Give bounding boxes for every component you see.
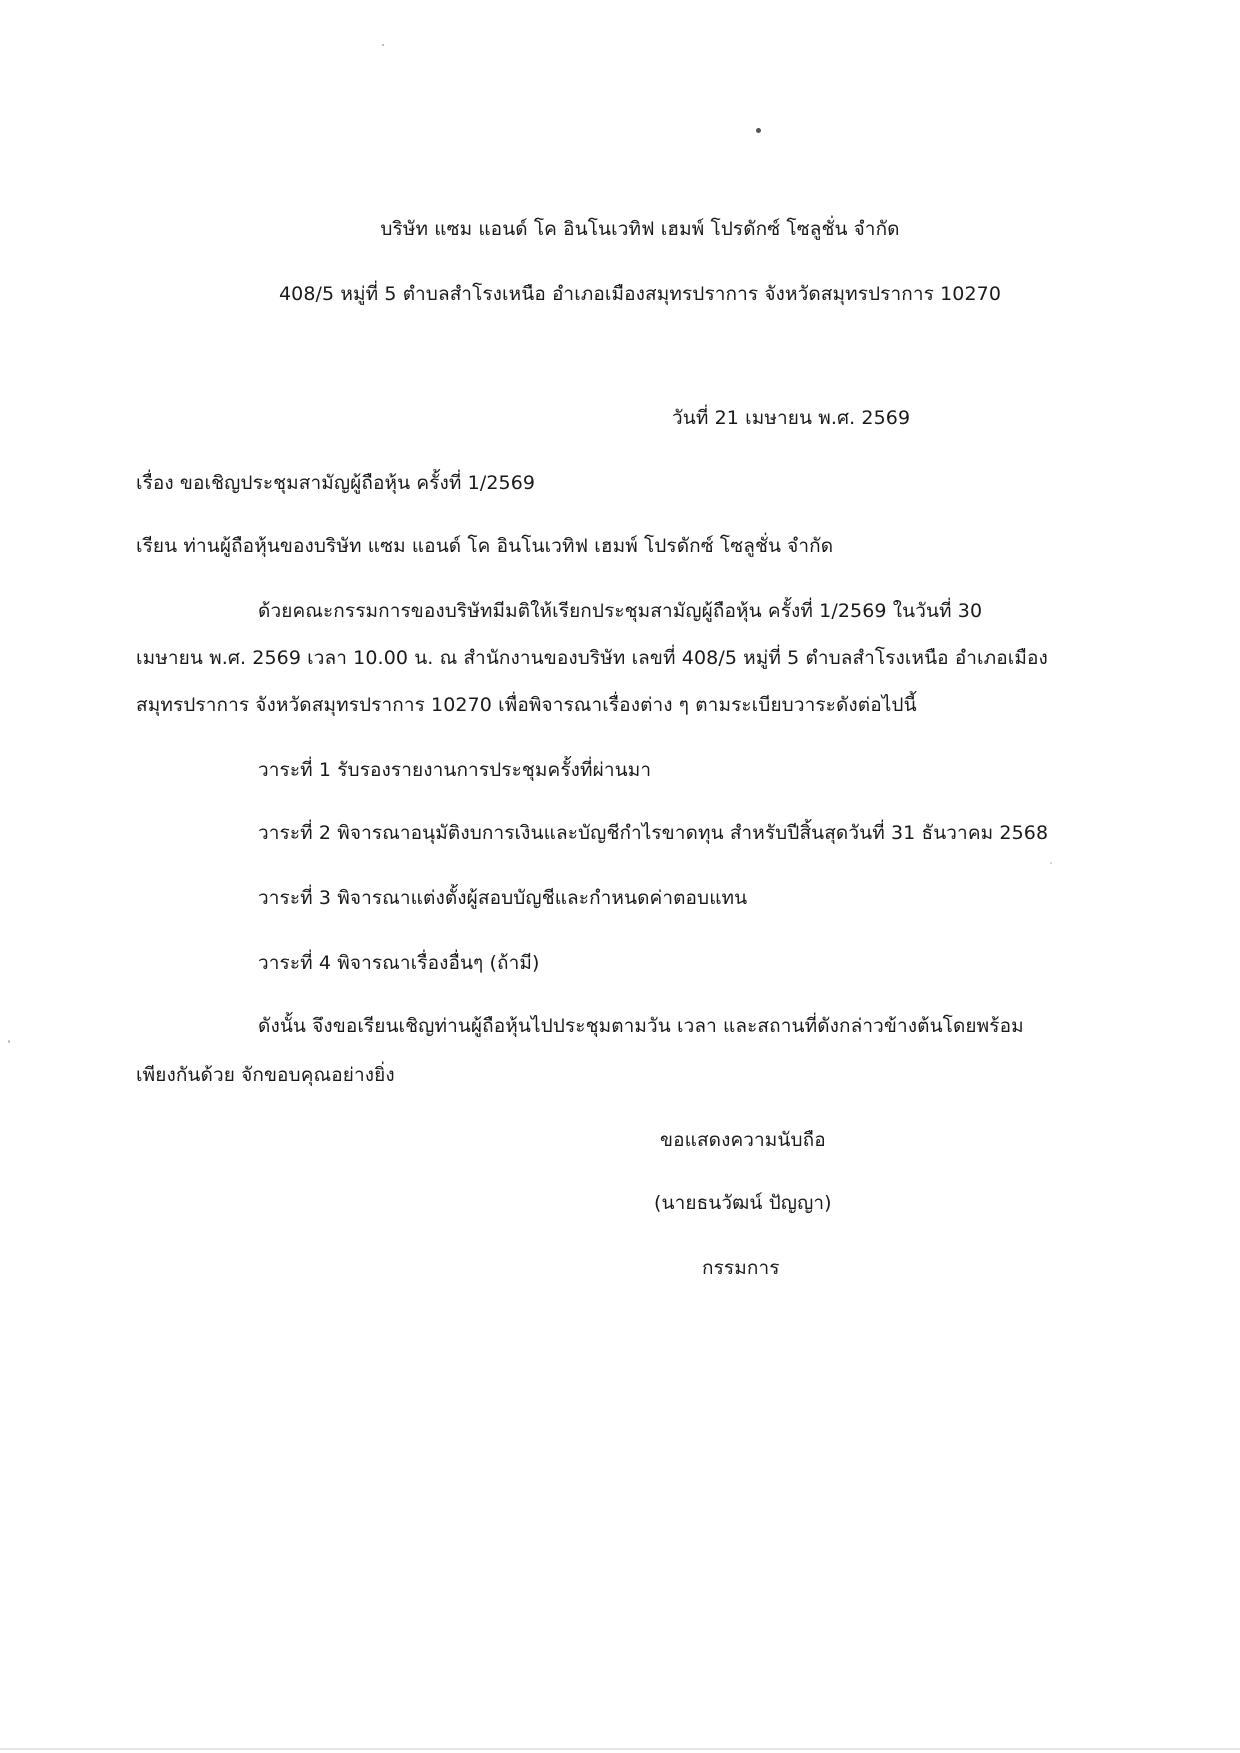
agenda-item: วาระที่ 2 พิจารณาอนุมัติงบการเงินและบัญชีกำไรขาดทุน สำหรับปีสิ้นสุดวันที่ 31 ธันวาคม 2568 [258, 822, 1049, 844]
company-address: 408/5 หมู่ที่ 5 ตำบลสำโรงเหนือ อำเภอเมืองสมุทรปราการ จังหวัดสมุทรปราการ 10270 [278, 283, 1002, 305]
letter-salutation: เรียน ท่านผู้ถือหุ้นของบริษัท แซม แอนด์ โค อินโนเวทิฟ เฮมพ์ โปรดักซ์ โซลูชั่น จำกัด [136, 535, 834, 557]
body-line: สมุทรปราการ จังหวัดสมุทรปราการ 10270 เพื่อพิจารณาเรื่องต่าง ๆ ตามระเบียบวาระดังต่อไปนี้ [136, 694, 917, 716]
signer-name: (นายธนวัฒน์ ปัญญา) [654, 1192, 832, 1214]
scan-speck [8, 1040, 10, 1043]
scan-speck [1050, 862, 1052, 864]
body-line: ด้วยคณะกรรมการของบริษัทมีมติให้เรียกประชุมสามัญผู้ถือหุ้น ครั้งที่ 1/2569 ในวันที่ 30 [258, 600, 983, 622]
closing-line: ดังนั้น จึงขอเรียนเชิญท่านผู้ถือหุ้นไปประชุมตามวัน เวลา และสถานที่ดังกล่าวข้างต้นโดยพร้อม [258, 1015, 1024, 1037]
scan-edge [0, 1748, 1240, 1750]
scan-speck [756, 128, 761, 133]
signer-title: กรรมการ [702, 1257, 780, 1279]
scan-speck [382, 44, 384, 46]
company-name: บริษัท แซม แอนด์ โค อินโนเวทิฟ เฮมพ์ โปรดักซ์ โซลูชั่น จำกัด [380, 218, 900, 240]
body-line: เมษายน พ.ศ. 2569 เวลา 10.00 น. ณ สำนักงานของบริษัท เลขที่ 408/5 หมู่ที่ 5 ตำบลสำโรงเหนือ อำเภอเมือง [136, 647, 1048, 669]
agenda-item: วาระที่ 3 พิจารณาแต่งตั้งผู้สอบบัญชีและกำหนดค่าตอบแทน [258, 887, 748, 909]
letter-date: วันที่ 21 เมษายน พ.ศ. 2569 [672, 407, 911, 429]
agenda-item: วาระที่ 1 รับรองรายงานการประชุมครั้งที่ผ่านมา [258, 759, 652, 781]
closing-line: เพียงกันด้วย จักขอบคุณอย่างยิ่ง [136, 1064, 395, 1086]
letter-subject: เรื่อง ขอเชิญประชุมสามัญผู้ถือหุ้น ครั้งที่ 1/2569 [136, 472, 536, 494]
agenda-item: วาระที่ 4 พิจารณาเรื่องอื่นๆ (ถ้ามี) [258, 952, 540, 974]
sign-off: ขอแสดงความนับถือ [660, 1129, 826, 1151]
